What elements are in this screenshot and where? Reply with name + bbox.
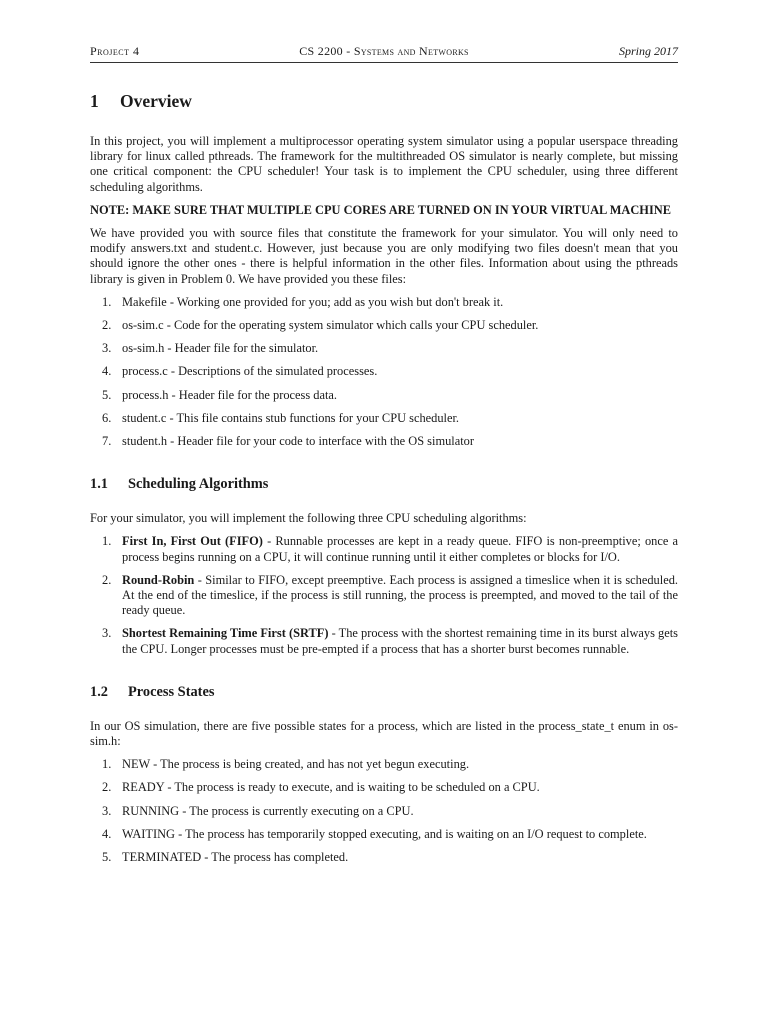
list-item: 1. NEW - The process is being created, and has not yet begun executing. bbox=[102, 757, 470, 772]
algorithm-term: Round-Robin bbox=[122, 572, 195, 587]
header-project: Project 4 bbox=[90, 44, 140, 58]
subsection-number: 1.2 bbox=[90, 683, 108, 700]
list-item: 4. process.c - Descriptions of the simulated processes. bbox=[102, 364, 378, 379]
algorithm-list bbox=[90, 534, 678, 656]
section-number: 1 bbox=[90, 91, 99, 111]
state-list bbox=[90, 757, 678, 865]
list-item: 1. Makefile - Working one provided for you; add as you wish but don't break it. bbox=[102, 294, 504, 309]
running-header bbox=[90, 44, 678, 60]
list-item: 4. WAITING - The process has temporarily stopped executing, and is waiting on an I/O request to complete. bbox=[102, 826, 647, 841]
section-title: Overview bbox=[120, 91, 192, 111]
header-rule bbox=[90, 62, 678, 63]
section-states-heading bbox=[90, 683, 678, 701]
list-item: 1. First In, First Out (FIFO) - Runnable processes are kept in a ready queue. FIFO is non-preemptive; once a process begins running on a CPU, it will continue running until it either completes or blocks for I/O. bbox=[102, 534, 679, 564]
header-term: Spring 2017 bbox=[618, 44, 678, 58]
list-item: 3. os-sim.h - Header file for the simulator. bbox=[102, 341, 319, 356]
subsection-number: 1.1 bbox=[90, 476, 108, 493]
subsection-title: Scheduling Algorithms bbox=[128, 476, 269, 493]
overview-paragraph-2: We have provided you with source files that constitute the framework for your simulator. You will only need to modify answers.txt and student.c. However, just because you are only modifying two files doesn't mean that you should ignore the other ones - there is helpful information in the other files. Information about using the pthreads library is given in Problem 0. We have provided you these files: bbox=[90, 226, 678, 286]
list-item: 3. Shortest Remaining Time First (SRTF) - The process with the shortest remaining time in its burst always gets the CPU. Longer processes must be pre-empted if a process that has a shorter burst becomes runnable. bbox=[102, 626, 678, 656]
list-item: 5. process.h - Header file for the process data. bbox=[102, 387, 338, 402]
scheduling-intro: For your simulator, you will implement the following three CPU scheduling algorithms: bbox=[90, 511, 527, 526]
list-item: 3. RUNNING - The process is currently executing on a CPU. bbox=[102, 803, 414, 818]
list-item: 7. student.h - Header file for your code to interface with the OS simulator bbox=[102, 434, 474, 449]
list-item: 2. READY - The process is ready to execute, and is waiting to be scheduled on a CPU. bbox=[102, 780, 540, 795]
section-overview-heading bbox=[90, 90, 678, 112]
algorithm-term: First In, First Out (FIFO) bbox=[122, 534, 263, 549]
list-item: 2. Round-Robin - Similar to FIFO, except preemptive. Each process is assigned a timeslice when it is scheduled. At the end of the timeslice, if the process is still running, the process is preempted, and moved to the tail of the ready queue. bbox=[102, 572, 678, 618]
page-body bbox=[90, 90, 678, 873]
section-scheduling-heading bbox=[90, 475, 678, 493]
algorithm-term: Shortest Remaining Time First (SRTF) bbox=[122, 626, 329, 641]
subsection-title: Process States bbox=[128, 683, 215, 700]
file-list bbox=[90, 295, 678, 449]
list-item: 2. os-sim.c - Code for the operating system simulator which calls your CPU scheduler. bbox=[102, 318, 539, 333]
vm-note: NOTE: MAKE SURE THAT MULTIPLE CPU CORES ARE TURNED ON IN YOUR VIRTUAL MACHINE bbox=[90, 202, 671, 217]
list-item: 5. TERMINATED - The process has completed. bbox=[102, 850, 349, 865]
overview-paragraph-1: In this project, you will implement a multiprocessor operating system simulator using a popular userspace threading library for linux called pthreads. The framework for the multithreaded OS simulator is nearly complete, but missing one critical component: the CPU scheduler! Your task is to implement the CPU scheduler, using three different scheduling algorithms. bbox=[90, 134, 678, 194]
list-item: 6. student.c - This file contains stub functions for your CPU scheduler. bbox=[102, 410, 460, 425]
states-intro: In our OS simulation, there are five possible states for a process, which are listed in the process_state_t enum in os-sim.h: bbox=[90, 718, 678, 749]
header-course: CS 2200 - Systems and Networks bbox=[299, 44, 469, 58]
